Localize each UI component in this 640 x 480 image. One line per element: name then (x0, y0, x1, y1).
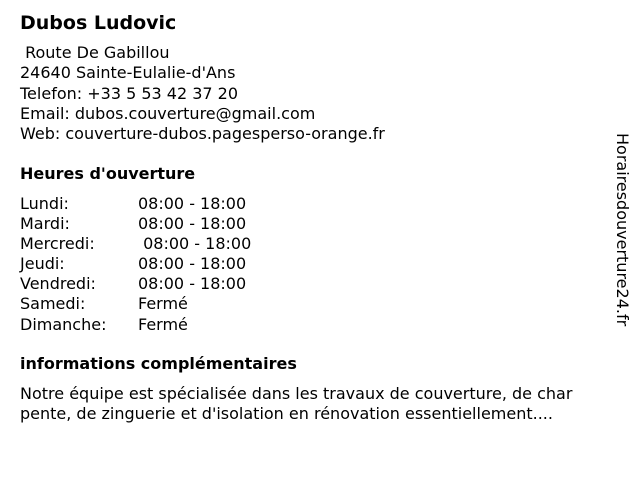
hours-value: 08:00 - 18:00 (138, 254, 247, 274)
day-label: Jeudi: (20, 254, 65, 274)
hours-value: Fermé (138, 314, 188, 334)
hours-row-tuesday (20, 214, 251, 234)
hours-row-monday (20, 194, 251, 214)
hours-row-friday (20, 274, 251, 294)
additional-info-text (20, 384, 620, 424)
opening-hours-heading: Heures d'ouverture (20, 164, 196, 183)
day-label: Mardi: (20, 214, 70, 234)
info-text-line: pente, de zinguerie et d'isolation en rénovation essentiellement.... (20, 404, 553, 423)
day-label: Vendredi: (20, 274, 96, 294)
hours-value: 08:00 - 18:00 (138, 194, 247, 213)
hours-value: 08:00 - 18:00 (138, 234, 252, 254)
day-label: Mercredi: (20, 234, 95, 254)
website-line: Web: couverture-dubos.pagesperso-orange.fr (20, 124, 385, 144)
email-line: Email: dubos.couverture@gmail.com (20, 103, 316, 123)
day-label: Lundi: (20, 194, 69, 213)
hours-value: Fermé (138, 294, 188, 314)
hours-row-wednesday (20, 234, 251, 254)
hours-row-sunday (20, 315, 251, 335)
site-watermark: Horairesdouverture24.fr (613, 133, 632, 327)
info-text-line: Notre équipe est spécialisée dans les travaux de couverture, de char (20, 384, 573, 403)
hours-value: 08:00 - 18:00 (138, 274, 247, 294)
street-address: Route De Gabillou (20, 43, 170, 62)
hours-row-saturday (20, 294, 251, 314)
phone-line: Telefon: +33 5 53 42 37 20 (20, 83, 239, 103)
contact-block (20, 43, 385, 144)
additional-info-heading: informations complémentaires (20, 354, 297, 373)
opening-hours-table (20, 194, 251, 335)
hours-value: 08:00 - 18:00 (138, 214, 247, 234)
business-name: Dubos Ludovic (20, 12, 177, 34)
day-label: Dimanche: (20, 314, 107, 334)
day-label: Samedi: (20, 294, 86, 314)
hours-row-thursday (20, 254, 251, 274)
city-address: 24640 Sainte-Eulalie-d'Ans (20, 63, 236, 83)
